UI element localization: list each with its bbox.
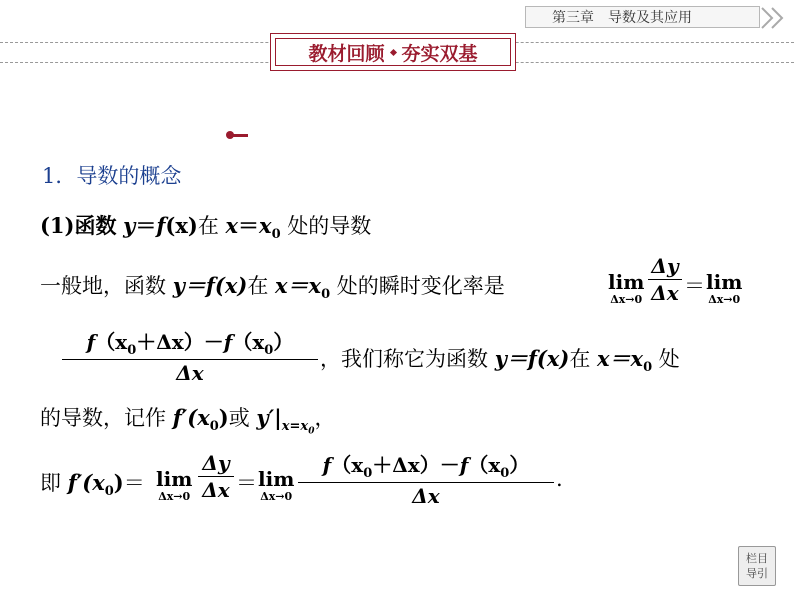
line3-sub: 0 — [209, 419, 219, 435]
line4-eq1: ＝ — [123, 471, 145, 495]
equals-1: ＝ — [684, 274, 705, 298]
line2-post: ，我们称它为函数 — [320, 347, 488, 371]
subtitle-y: y — [123, 213, 136, 238]
big-frac-bar-2 — [298, 482, 554, 483]
num2-f1: f — [322, 453, 332, 477]
num1-f2: f — [223, 330, 233, 354]
lim-sub-4: Δx→0 — [260, 490, 293, 503]
num2-sub-a: 0 — [363, 466, 373, 481]
subtitle-suffix: 处的导数 — [287, 214, 372, 238]
num1-b: ＋Δx）－ — [136, 330, 224, 354]
banner-left-text: 教材回顾 — [308, 42, 385, 65]
body-line-1 — [40, 270, 505, 302]
line2-yfx: y＝f(x) — [494, 346, 570, 371]
subtitle-x0: x — [259, 213, 272, 238]
lim-sub-2: Δx→0 — [708, 293, 741, 306]
num2-a: （x — [331, 453, 364, 477]
num2-c: （x — [468, 453, 501, 477]
section-title: 1．导数的概念 — [42, 164, 182, 188]
line3-yprime: y′| — [256, 405, 282, 430]
limit-2 — [706, 271, 742, 306]
chapter-bar — [525, 6, 760, 28]
lim-sub-3: Δx→0 — [158, 490, 191, 503]
pin-bar-icon — [232, 134, 248, 137]
subtitle-eq2: ＝ — [238, 213, 260, 238]
lim-word-2: lim — [706, 270, 743, 294]
line4-close: ) — [113, 470, 124, 495]
num1-sub-b: 0 — [264, 343, 274, 358]
fraction-dy-dx-1 — [648, 254, 682, 305]
lim-word-4: lim — [258, 467, 295, 491]
limit-4 — [258, 468, 294, 503]
num1-a: （x — [95, 330, 128, 354]
lim-word-1: lim — [608, 270, 645, 294]
subtitle-x: x — [225, 213, 239, 238]
line3-eval — [281, 419, 315, 437]
banner-right-text: 夯实双基 — [401, 42, 478, 65]
frac-den-1: Δx — [651, 281, 679, 305]
num2-sub-b: 0 — [500, 466, 510, 481]
section-banner — [270, 33, 516, 71]
line3-end: ， — [314, 406, 336, 430]
fraction-dy-dx-2 — [198, 451, 234, 502]
num1-sub-a: 0 — [127, 343, 137, 358]
big-frac-bar-1 — [62, 359, 318, 360]
fraction-big-1 — [62, 326, 318, 385]
frac-num-2: Δy — [202, 451, 230, 475]
subtitle-prefix: (1)函数 — [40, 213, 117, 238]
num1-d: ） — [273, 330, 294, 354]
lim-sub-1: Δx→0 — [610, 293, 643, 306]
subtitle-sub0: 0 — [271, 227, 281, 243]
line3-pre: 的导数，记作 — [40, 406, 166, 430]
limit-1 — [608, 271, 644, 306]
frac-num-1: Δy — [651, 254, 679, 278]
subtitle-paren-x: (x) — [165, 213, 198, 238]
line3-xsub: x=x — [281, 419, 309, 435]
line3-fprime: f′(x — [172, 405, 210, 430]
line2-end: 处 — [658, 347, 680, 371]
line1-pre: 一般地，函数 — [40, 274, 166, 298]
line1-sub: 0 — [321, 287, 331, 303]
frac-bar-1 — [648, 279, 682, 280]
body-line-4 — [40, 467, 145, 499]
chevron-right-icon — [758, 5, 794, 31]
nav-guide-button[interactable] — [738, 546, 776, 586]
subtitle-f: f — [156, 213, 166, 238]
limit-3 — [156, 468, 192, 503]
line2-mid: 在 — [569, 347, 591, 371]
line1-post: 处的瞬时变化率是 — [336, 274, 505, 298]
num1-c: （x — [232, 330, 265, 354]
body-line-2 — [320, 343, 680, 375]
nav-label-2: 导引 — [746, 567, 768, 580]
subtitle-mid: 在 — [197, 214, 219, 238]
frac-den-2: Δx — [202, 478, 230, 502]
num2-b: ＋Δx）－ — [372, 453, 460, 477]
line1-mid: 在 — [247, 274, 269, 298]
line1-yfx: y＝f(x) — [172, 273, 248, 298]
fraction-big-2 — [298, 449, 554, 508]
banner-separator-icon — [389, 48, 396, 55]
line4-period: . — [556, 467, 563, 491]
nav-label-1: 栏目 — [746, 552, 768, 565]
lim-word-3: lim — [156, 467, 193, 491]
big-frac-den-1: Δx — [176, 361, 204, 385]
body-line-3 — [40, 402, 335, 437]
num2-d: ） — [509, 453, 530, 477]
line3-xsub0: 0 — [308, 426, 315, 437]
subtitle-line — [40, 210, 371, 242]
line1-xeq: x＝x — [275, 273, 322, 298]
line4-pre: 即 — [40, 471, 61, 495]
big-frac-num-2 — [298, 449, 554, 481]
equals-2: ＝ — [236, 471, 257, 495]
line3-close: ) — [218, 405, 229, 430]
big-frac-num-1 — [62, 326, 318, 358]
line2-sub: 0 — [643, 360, 653, 376]
num1-f1: f — [86, 330, 96, 354]
line2-xeq: x＝x — [597, 346, 644, 371]
frac-bar-2 — [198, 476, 234, 477]
subtitle-eq: ＝ — [135, 213, 157, 238]
num2-f2: f — [459, 453, 469, 477]
line4-sub: 0 — [104, 484, 114, 500]
big-frac-den-2: Δx — [412, 484, 440, 508]
chapter-title: 第三章 导数及其应用 — [552, 10, 692, 26]
line3-or: 或 — [228, 406, 250, 430]
line4-f: f′(x — [67, 470, 105, 495]
